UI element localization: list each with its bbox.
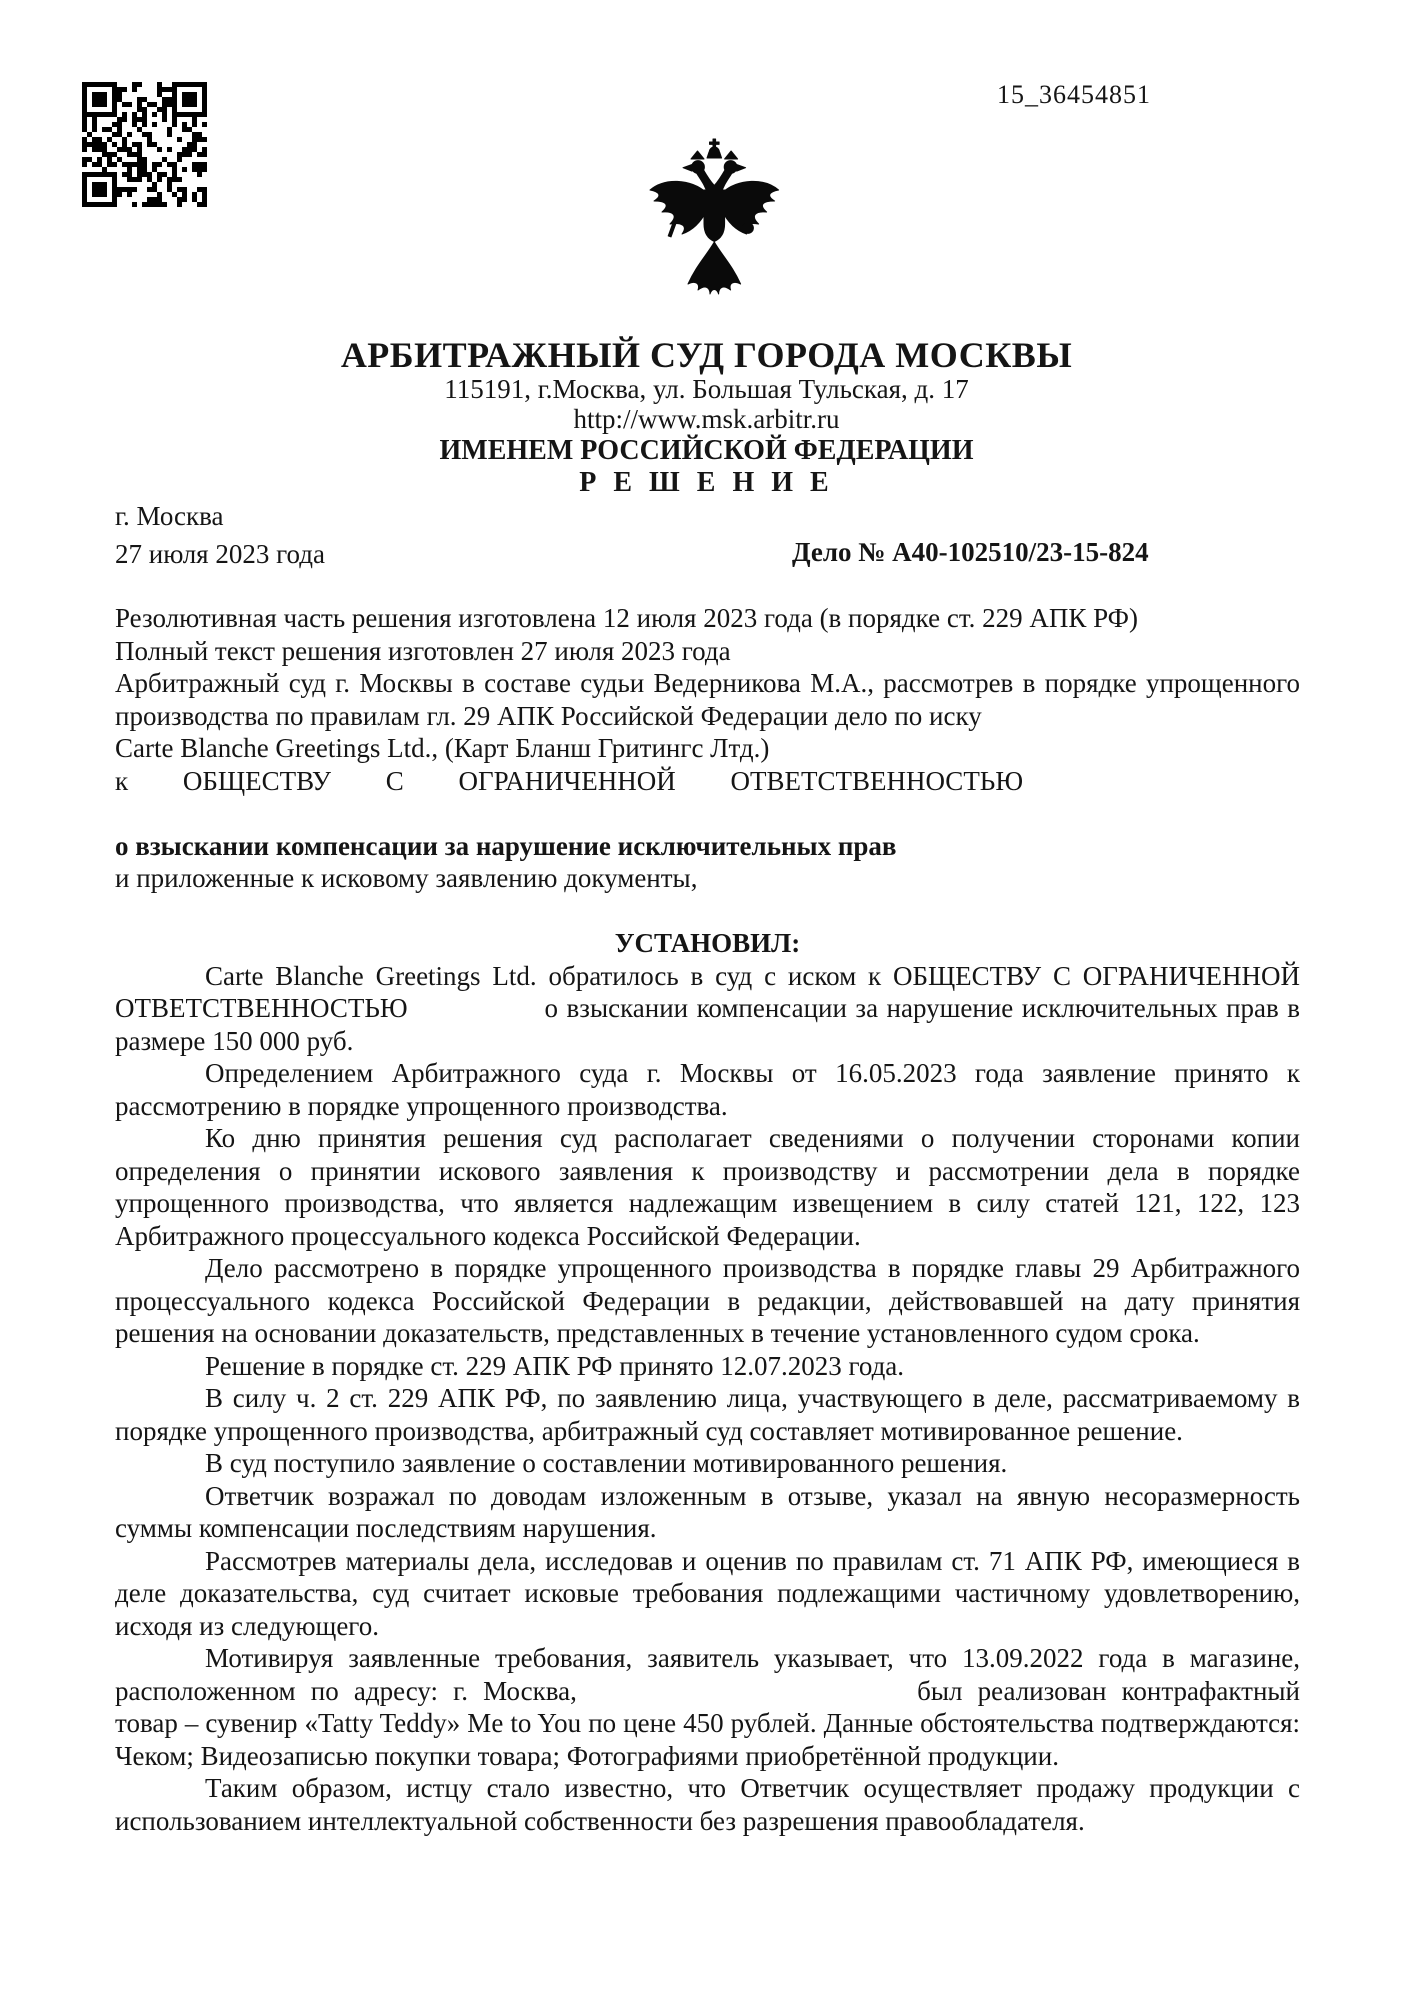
defendant-line: к ОБЩЕСТВУ С ОГРАНИЧЕННОЙ ОТВЕТСТВЕННОСТЬЮ — [115, 765, 1300, 798]
case-number: Дело № А40-102510/23-15-824 — [792, 537, 1149, 567]
resolutive-part-line: Резолютивная часть решения изготовлена 12 июля 2023 года (в порядке ст. 229 АПК РФ) — [115, 603, 1138, 633]
claim-paragraph: Carte Blanche Greetings Ltd. обратилось в суд с иском к ОБЩЕСТВУ С ОГРАНИЧЕННОЙ ОТВЕТСТВЕННОСТЬЮ о взыскании компенсации за нарушение исключительных прав в размере 150 000 руб. — [115, 960, 1301, 1056]
defendant-objection-paragraph: Ответчик возражал по доводам изложенным в отзыве, указал на явную несоразмерность суммы компенсации последствиям нарушения. — [115, 1480, 1300, 1543]
full-text-line: Полный текст решения изготовлен 27 июля 2023 года — [115, 635, 731, 666]
in-the-name-line: ИМЕНЕМ РОССИЙСКОЙ ФЕДЕРАЦИИ — [439, 435, 974, 466]
decision-date-paragraph: Решение в порядке ст. 229 АПК РФ принято 12.07.2023 года. — [205, 1350, 905, 1381]
document-header — [0, 336, 1413, 498]
attachments-line: и приложенные к исковому заявлению документы, — [115, 863, 698, 893]
redacted-region — [1023, 786, 1143, 790]
court-website-url: http://www.msk.arbitr.ru — [573, 404, 840, 434]
motivated-decision-rule-paragraph: В силу ч. 2 ст. 229 АПК РФ, по заявлению лица, участвующего в деле, рассматриваемому в порядке упрощенного производства, арбитражный суд составляет мотивированное решение. — [115, 1383, 1300, 1446]
court-composition-paragraph: Арбитражный суд г. Москвы в составе судьи Ведерникова М.А., рассмотрев в порядке упрощенного производства по правилам гл. 29 АПК Российской Федерации дело по иску — [115, 668, 1300, 731]
russia-coat-of-arms-icon — [644, 136, 784, 306]
qr-code-icon — [82, 82, 207, 207]
redacted-region — [592, 1696, 902, 1700]
acceptance-paragraph: Определением Арбитражного суда г. Москвы от 16.05.2023 года заявление принято к рассмотрению в порядке упрощенного производства. — [115, 1058, 1300, 1121]
redacted-region — [416, 1013, 536, 1017]
subject-line: о взыскании компенсации за нарушение исключительных прав — [115, 830, 897, 861]
document-body — [115, 602, 1300, 1837]
notification-paragraph: Ко дню принятия решения суд располагает сведениями о получении сторонами копии определения о принятии искового заявления к производству и рассмотрении дела в порядке упрощенного производства, что является надлежащим извещением в силу статей 121, 122, 123 Арбитражного процессуального кодекса Российской Федерации. — [115, 1123, 1300, 1251]
court-address: 115191, г.Москва, ул. Большая Тульская, д. 17 — [444, 374, 969, 404]
blank-line — [115, 895, 1300, 928]
decision-date: 27 июля 2023 года — [115, 539, 325, 569]
plaintiff-line: Carte Blanche Greetings Ltd., (Карт Бланш Гритингс Лтд.) — [115, 733, 770, 763]
decision-heading: Р Е Ш Е Н И Е — [579, 467, 834, 498]
procedure-paragraph: Дело рассмотрено в порядке упрощенного производства в порядке главы 29 Арбитражного процессуального кодекса Российской Федерации в редакции, действовавшей на дату принятия решения на основании доказательств, представленных в течение установленного судом срока. — [115, 1253, 1300, 1348]
blank-line — [115, 797, 1300, 830]
case-city: г. Москва — [115, 501, 224, 531]
purchase-facts-paragraph: Мотивируя заявленные требования, заявитель указывает, что 13.09.2022 года в магазине, расположенном по адресу: г. Москва, был реализован контрафактный товар – сувенир «Tatty Teddy» Me to You по цене 450 рублей. Данные обстоятельства подтверждаются: Чеком; Видеозаписью покупки товара; Фотографиями приобретённой продукции. — [115, 1643, 1301, 1771]
infringement-awareness-paragraph: Таким образом, истцу стало известно, что Ответчик осуществляет продажу продукции с использованием интеллектуальной собственности без разрешения правообладателя. — [115, 1773, 1300, 1836]
application-received-paragraph: В суд поступило заявление о составлении мотивированного решения. — [205, 1448, 1008, 1478]
court-conclusion-paragraph: Рассмотрев материалы дела, исследовав и оценив по правилам ст. 71 АПК РФ, имеющиеся в деле доказательства, суд считает исковые требования подлежащими частичному удовлетворению, исходя из следующего. — [115, 1545, 1300, 1641]
ustanovil-heading: УСТАНОВИЛ: — [614, 928, 801, 958]
court-name: АРБИТРАЖНЫЙ СУД ГОРОДА МОСКВЫ — [340, 335, 1073, 375]
document-number: 15_36454851 — [997, 80, 1151, 109]
